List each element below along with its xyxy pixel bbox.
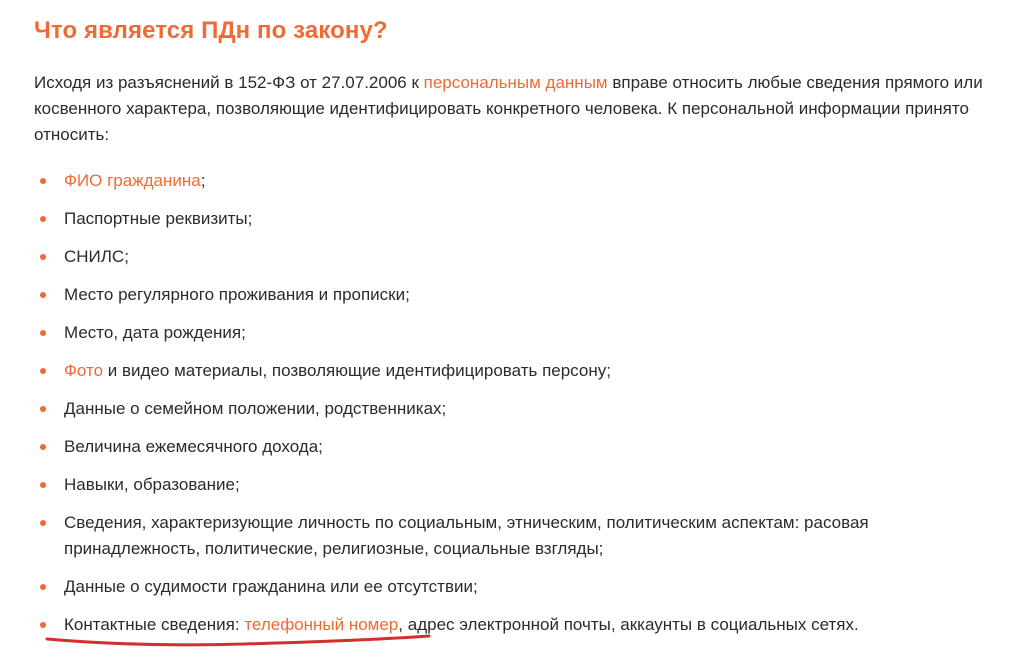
list-item-text: СНИЛС; [64, 247, 129, 266]
intro-text-end: вправе относить любые сведения прямого или косвенного характера, позволяющие идентифицировать конкретного человека. К персональной информации принято относить: [34, 73, 983, 144]
list-item-text: , адрес электронной почты, аккаунты в социальных сетях. [398, 615, 859, 634]
list-item [40, 282, 990, 308]
list-item [40, 612, 990, 638]
list-item [40, 320, 990, 346]
bullet-icon [40, 368, 46, 374]
list-item-text: ; [200, 171, 206, 190]
list-item [40, 510, 990, 562]
list-item [40, 358, 990, 384]
bullet-icon [40, 444, 46, 450]
bullet-icon [40, 254, 46, 260]
bullet-icon [40, 216, 46, 222]
list-item [40, 472, 990, 498]
phone-number-link[interactable]: телефонный номер [244, 615, 399, 634]
list-item-text: Место, дата рождения; [64, 323, 246, 342]
list-item-text: Величина ежемесячного дохода; [64, 437, 323, 456]
list-item-text: Сведения, характеризующие личность по социальным, этническим, политическим аспектам: расовая принадлежность, политические, религиозные, социальные взгляды; [64, 513, 869, 558]
bullet-icon [40, 482, 46, 488]
bullet-icon [40, 406, 46, 412]
list-item-text: Паспортные реквизиты; [64, 209, 253, 228]
personal-data-list [40, 168, 990, 650]
photo-link[interactable]: Фото [64, 361, 104, 380]
list-item-text: Навыки, образование; [64, 475, 240, 494]
list-item [40, 168, 990, 194]
list-item [40, 434, 990, 460]
fio-link[interactable]: ФИО гражданина [64, 171, 201, 190]
bullet-icon [40, 584, 46, 590]
list-item-text: и видео материалы, позволяющие идентифицировать персону; [103, 361, 611, 380]
list-item-text: Место регулярного проживания и прописки; [64, 285, 410, 304]
intro-text-start: Исходя из разъяснений в 152-ФЗ от 27.07.2006 к [34, 73, 424, 92]
bullet-icon [40, 520, 46, 526]
page-title: Что является ПДн по закону? [34, 17, 388, 44]
intro-paragraph [34, 70, 984, 148]
personal-data-link[interactable]: персональным данным [423, 73, 608, 92]
list-item [40, 244, 990, 270]
list-item-text: Данные о судимости гражданина или ее отсутствии; [64, 577, 478, 596]
list-item [40, 206, 990, 232]
bullet-icon [40, 622, 46, 628]
list-item [40, 574, 990, 600]
bullet-icon [40, 292, 46, 298]
contact-label: Контактные сведения: [64, 615, 245, 634]
list-item-text: Данные о семейном положении, родственниках; [64, 399, 447, 418]
list-item [40, 396, 990, 422]
bullet-icon [40, 330, 46, 336]
bullet-icon [40, 178, 46, 184]
